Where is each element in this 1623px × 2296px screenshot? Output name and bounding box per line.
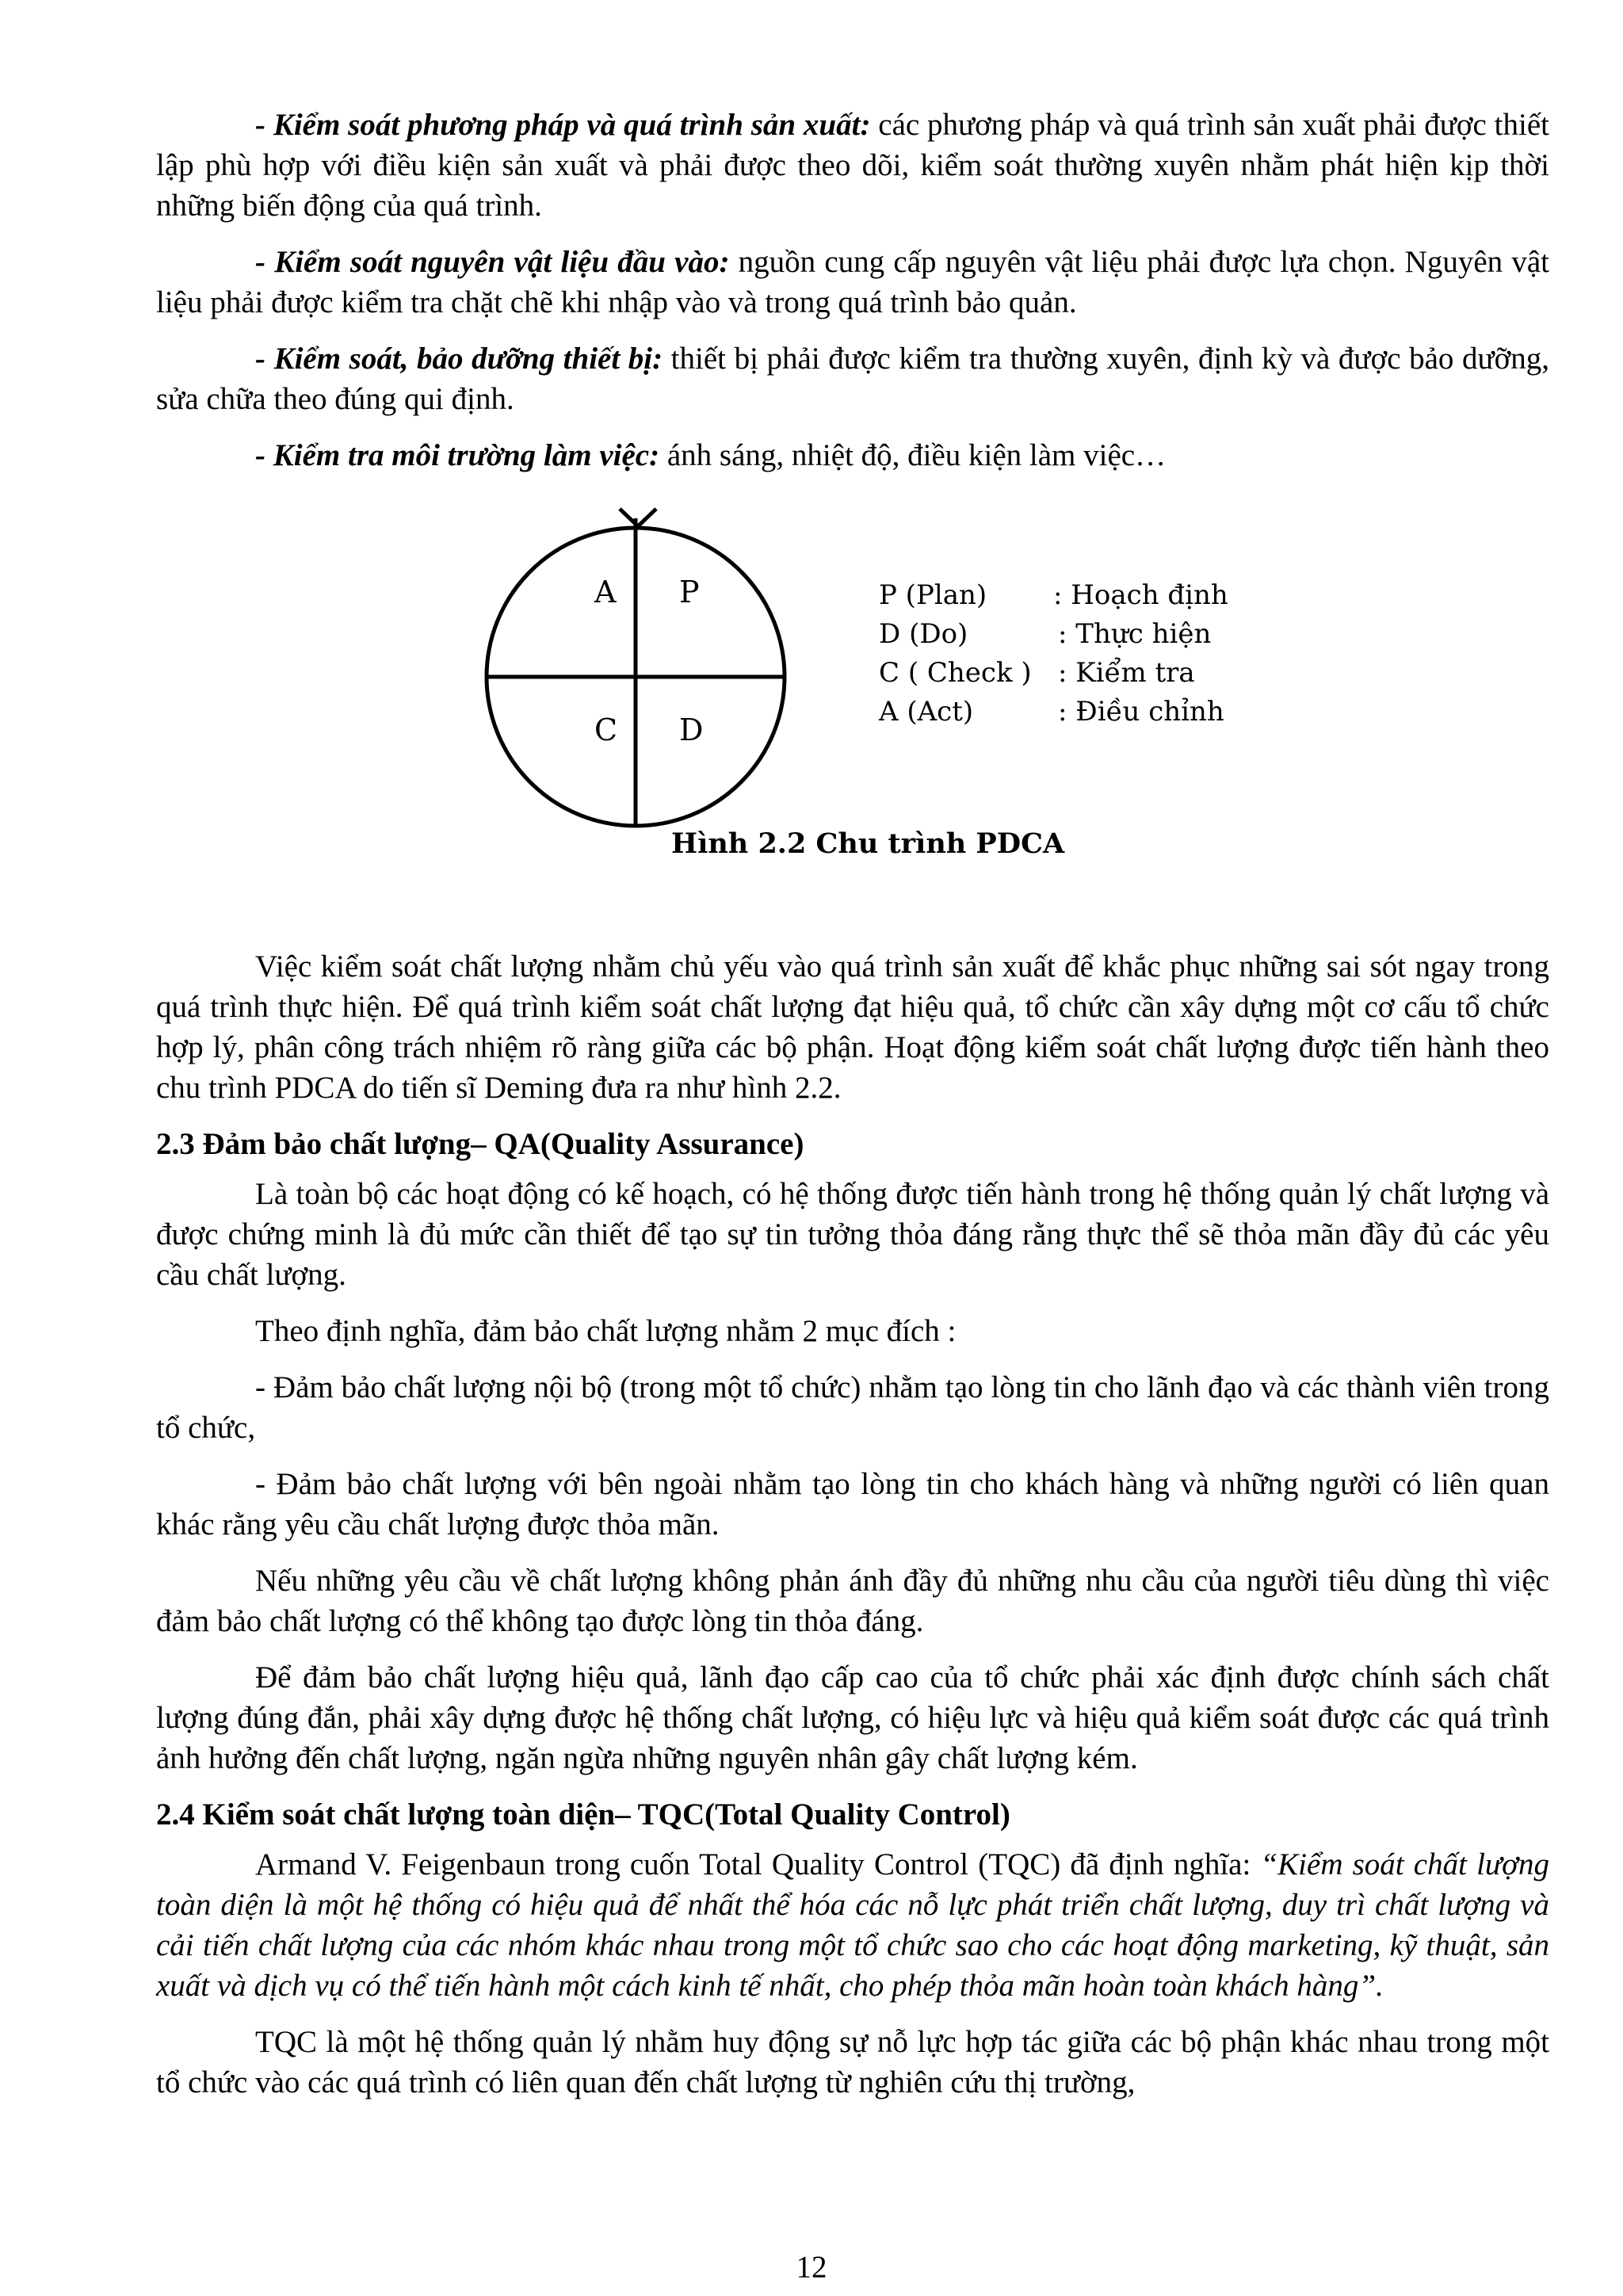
bullet-external-assurance: - Đảm bảo chất lượng với bên ngoài nhằm tạo lòng tin cho khách hàng và những người có liên quan khác rằng yêu cầu chất lượng được thỏa mãn.	[156, 1467, 1549, 1541]
paragraph-qa-requirements: Nếu những yêu cầu về chất lượng không phản ánh đầy đủ những nhu cầu của người tiêu dùng thì việc đảm bảo chất lượng có thể không tạo được lòng tin thỏa đáng.	[156, 1564, 1549, 1638]
bullet-environment-check	[156, 435, 1549, 476]
figure-caption: Hình 2.2 Chu trình PDCA	[671, 827, 1065, 860]
legend-key: C ( Check )	[879, 657, 1032, 689]
bullet-term: - Kiểm tra môi trường làm việc:	[255, 438, 660, 472]
bullet-text: thiết bị phải được kiểm tra thường xuyên, định kỳ và được bảo dưỡng, sửa chữa theo đúng qui định.	[156, 342, 1549, 416]
legend-key: D (Do)	[879, 618, 968, 650]
legend-value: : Thực hiện	[1058, 618, 1212, 650]
bullet-term: - Kiểm soát phương pháp và quá trình sản xuất:	[255, 108, 871, 142]
bullet-term: - Kiểm soát nguyên vật liệu đầu vào:	[255, 245, 730, 279]
paragraph-qa-effective: Để đảm bảo chất lượng hiệu quả, lãnh đạo cấp cao của tổ chức phải xác định được chính sách chất lượng đúng đắn, phải xây dựng được hệ thống chất lượng, có hiệu lực và hiệu quả kiểm soát được các quá trình ảnh hưởng đến chất lượng, ngăn ngừa những nguyên nhân gây chất lượng kém.	[156, 1660, 1549, 1775]
quadrant-bottom-left: C	[594, 712, 618, 747]
bullet-material-control	[156, 242, 1549, 323]
heading-section-2-4: 2.4 Kiểm soát chất lượng toàn diện– TQC(Total Quality Control)	[156, 1797, 1010, 1832]
heading-section-2-3: 2.3 Đảm bảo chất lượng– QA(Quality Assurance)	[156, 1127, 804, 1161]
pdca-arrow-head-icon	[620, 509, 656, 526]
bullet-term: - Kiểm soát, bảo dưỡng thiết bị:	[255, 342, 663, 376]
quadrant-top-left: A	[594, 575, 617, 609]
tqc-quote: “Kiểm soát chất lượng toàn diện là một hệ thống có hiệu quả để nhất thể hóa các nỗ lực phát triển chất lượng, duy trì chất lượng và cải tiến chất lượng của các nhóm khác nhau trong một tổ chức sao cho các hoạt động marketing, kỹ thuật, sản xuất và dịch vụ có thể tiến hành một cách kinh tế nhất, cho phép thỏa mãn hoàn toàn khách hàng”.	[156, 1847, 1550, 2003]
quadrant-bottom-right: D	[679, 712, 704, 747]
bullet-equipment-control	[156, 338, 1549, 419]
quadrant-top-right: P	[679, 575, 700, 609]
bullet-method-control	[156, 105, 1549, 226]
legend-value: : Hoạch định	[1053, 579, 1228, 611]
paragraph-qa-purpose: Theo định nghĩa, đảm bảo chất lượng nhằm 2 mục đích :	[255, 1314, 957, 1348]
bullet-internal-assurance: - Đảm bảo chất lượng nội bộ (trong một tổ chức) nhằm tạo lòng tin cho lãnh đạo và các thành viên trong tổ chức,	[156, 1370, 1549, 1445]
pdca-figure	[156, 487, 1549, 946]
legend-key: A (Act)	[879, 696, 974, 728]
tqc-lead-text: Armand V. Feigenbaun trong cuốn Total Quality Control (TQC) đã định nghĩa:	[255, 1847, 1261, 1881]
page-number: 12	[796, 2250, 827, 2284]
paragraph-tqc-definition	[156, 1844, 1549, 2006]
pdca-diagram	[156, 487, 1549, 946]
paragraph-tqc-system: TQC là một hệ thống quản lý nhằm huy động sự nỗ lực hợp tác giữa các bộ phận khác nhau trong một tổ chức vào các quá trình có liên quan đến chất lượng từ nghiên cứu thị trường,	[156, 2025, 1549, 2099]
paragraph-qa-definition: Là toàn bộ các hoạt động có kế hoạch, có hệ thống được tiến hành trong hệ thống quản lý chất lượng và được chứng minh là đủ mức cần thiết để tạo sự tin tưởng thỏa đáng rằng thực thể sẽ thỏa mãn đầy đủ các yêu cầu chất lượng.	[156, 1177, 1549, 1292]
bullet-text: nguồn cung cấp nguyên vật liệu phải được lựa chọn. Nguyên vật liệu phải được kiểm tra chặt chẽ khi nhập vào và trong quá trình bảo quản.	[156, 245, 1549, 319]
bullet-text: các phương pháp và quá trình sản xuất phải được thiết lập phù hợp với điều kiện sản xuất và phải được theo dõi, kiểm soát thường xuyên nhằm phát hiện kịp thời những biến động của quá trình.	[156, 108, 1550, 223]
legend-value: : Kiểm tra	[1058, 657, 1195, 689]
bullet-text: ánh sáng, nhiệt độ, điều kiện làm việc…	[659, 438, 1167, 472]
legend-key: P (Plan)	[879, 579, 987, 611]
legend-value: : Điều chỉnh	[1058, 696, 1224, 728]
page-content	[156, 105, 1549, 2103]
pdca-legend	[878, 579, 1228, 728]
paragraph-quality-control: Việc kiểm soát chất lượng nhằm chủ yếu vào quá trình sản xuất để khắc phục những sai sót ngay trong quá trình thực hiện. Để quá trình kiểm soát chất lượng đạt hiệu quả, tổ chức cần xây dựng một cơ cấu tổ chức hợp lý, phân công trách nhiệm rõ ràng giữa các bộ phận. Hoạt động kiểm soát chất lượng được tiến hành theo chu trình PDCA do tiến sĩ Deming đưa ra như hình 2.2.	[156, 949, 1549, 1105]
